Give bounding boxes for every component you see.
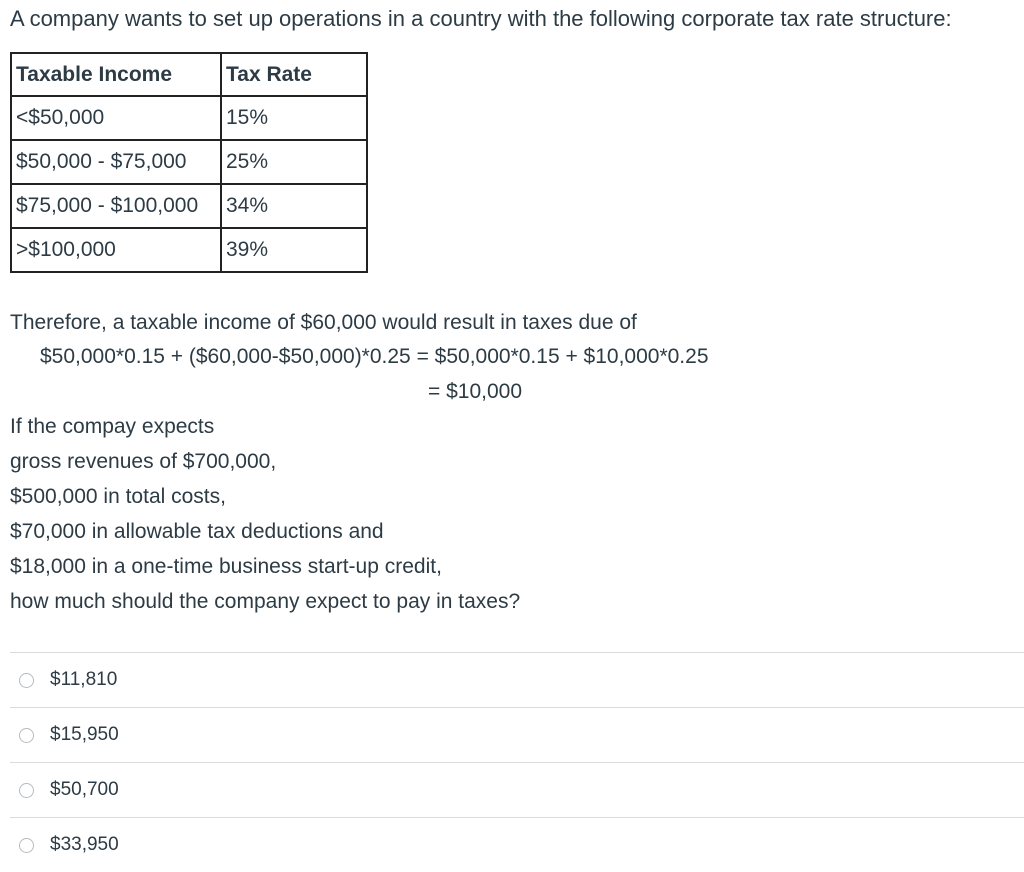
answer-label: $15,950 (50, 724, 119, 745)
table-header-row (11, 53, 367, 96)
rate-cell: 34% (221, 184, 367, 228)
income-cell: >$100,000 (11, 228, 221, 272)
radio-button[interactable] (19, 728, 34, 743)
rate-cell: 25% (221, 140, 367, 184)
question-line: gross revenues of $700,000, (10, 450, 277, 473)
example-calculation: $50,000*0.15 + ($60,000-$50,000)*0.25 = $50,000*0.15 + $10,000*0.25 (40, 345, 709, 368)
question-line: If the compay expects (10, 415, 215, 438)
rate-cell: 39% (221, 228, 367, 272)
rate-cell: 15% (221, 96, 367, 140)
table-row (11, 228, 367, 272)
answer-option-4[interactable] (10, 817, 1024, 872)
question-text (10, 411, 520, 621)
answer-label: $50,700 (50, 779, 119, 800)
radio-button[interactable] (19, 838, 34, 853)
answer-label: $33,950 (50, 834, 119, 855)
income-cell: $75,000 - $100,000 (11, 184, 221, 228)
radio-button[interactable] (19, 673, 34, 688)
header-tax-rate: Tax Rate (221, 53, 367, 96)
example-result: = $10,000 (428, 380, 523, 403)
header-taxable-income: Taxable Income (11, 53, 221, 96)
question-line: $500,000 in total costs, (10, 485, 226, 508)
radio-button[interactable] (19, 783, 34, 798)
income-cell: <$50,000 (11, 96, 221, 140)
table-row (11, 184, 367, 228)
table-row (11, 96, 367, 140)
intro-text: A company wants to set up operations in a country with the following corporate tax rate structure: (10, 6, 952, 31)
example-intro: Therefore, a taxable income of $60,000 would result in taxes due of (10, 311, 637, 334)
question-line: $70,000 in allowable tax deductions and (10, 520, 384, 543)
answer-options (10, 652, 1024, 872)
answer-option-1[interactable] (10, 652, 1024, 707)
tax-rate-table (10, 52, 368, 273)
question-line: how much should the company expect to pay in taxes? (10, 590, 521, 613)
answer-option-2[interactable] (10, 707, 1024, 762)
income-cell: $50,000 - $75,000 (11, 140, 221, 184)
answer-option-3[interactable] (10, 762, 1024, 817)
answer-label: $11,810 (50, 669, 118, 690)
table-row (11, 140, 367, 184)
question-line: $18,000 in a one-time business start-up credit, (10, 555, 442, 578)
